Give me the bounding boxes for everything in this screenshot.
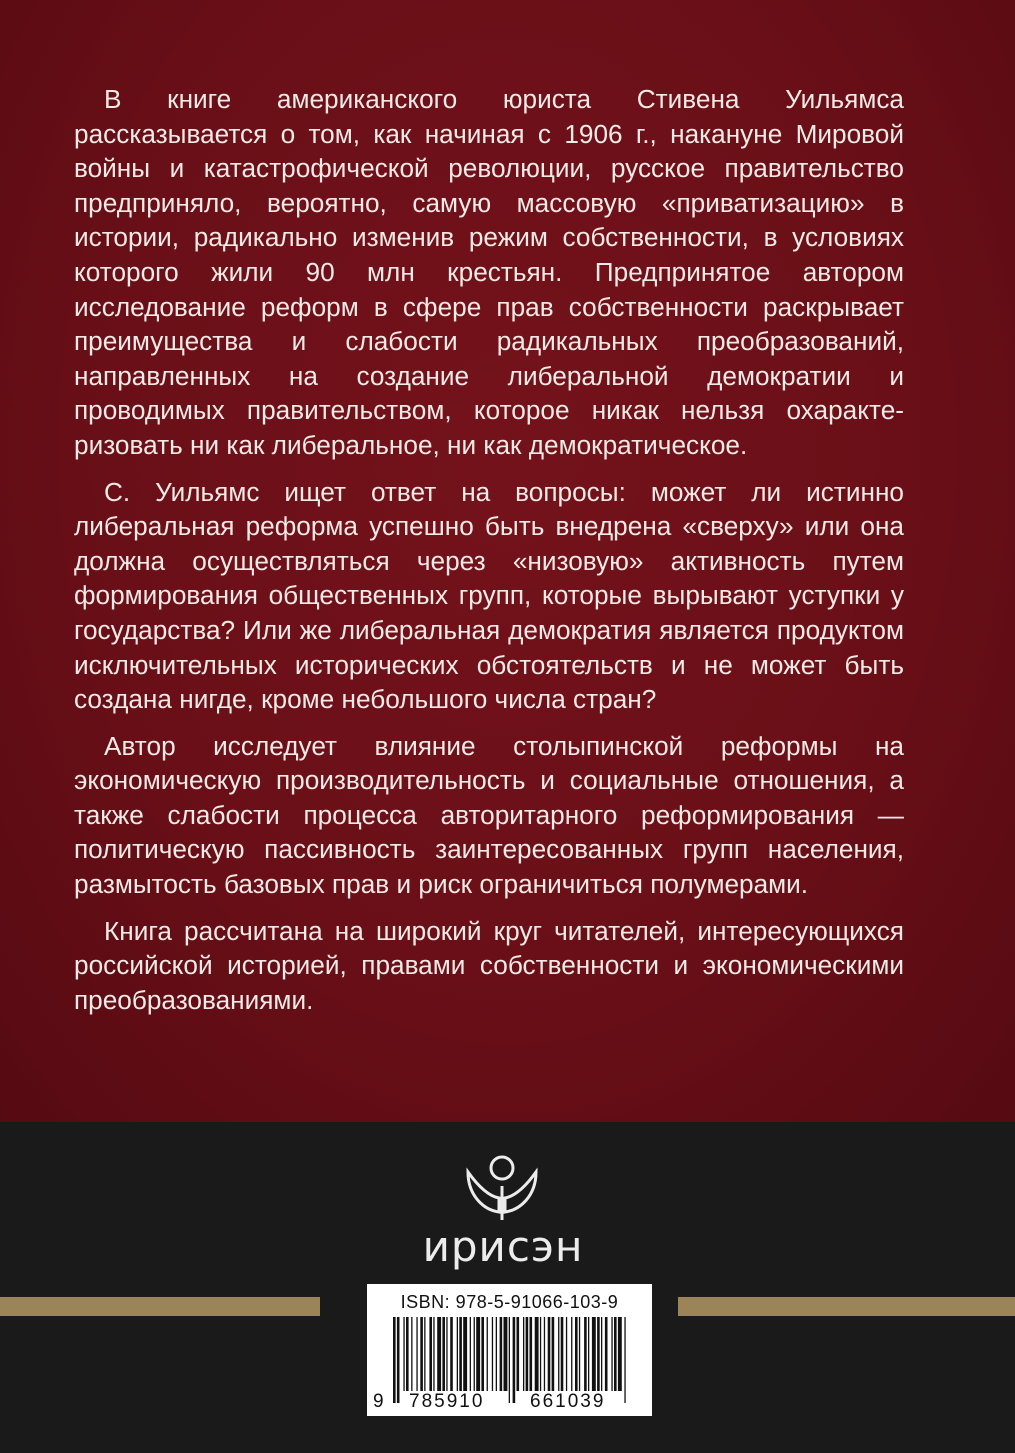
description-text — [74, 82, 904, 1029]
barcode-bar — [492, 1317, 493, 1391]
barcode-bar — [523, 1317, 524, 1391]
barcode-bar — [429, 1317, 432, 1391]
publisher-name: ирисэн — [422, 1222, 584, 1271]
barcode-bar — [474, 1317, 475, 1391]
barcode-bar — [437, 1317, 441, 1391]
isbn-label: ISBN: 978-5-91066-103-9 — [400, 1292, 619, 1312]
barcode-bar — [424, 1317, 425, 1391]
barcode-bar — [566, 1317, 567, 1391]
isbn-barcode-block — [367, 1284, 652, 1416]
barcode-bar — [411, 1317, 412, 1391]
barcode-bar — [614, 1317, 617, 1391]
barcode-bar — [470, 1317, 471, 1391]
barcode-bar — [481, 1317, 484, 1391]
barcode-bar — [397, 1317, 400, 1403]
barcode-bar — [463, 1317, 467, 1391]
barcode-bar — [624, 1317, 625, 1403]
barcode-bar — [476, 1317, 480, 1391]
publisher-emblem-icon — [398, 1148, 608, 1228]
barcode-bar — [433, 1317, 434, 1391]
barcode-bar — [457, 1317, 458, 1391]
barcode-bar — [605, 1317, 608, 1391]
barcode-bar — [540, 1317, 541, 1391]
gold-stripe-left — [0, 1297, 320, 1316]
barcode-bar — [416, 1317, 417, 1391]
barcode-bar — [611, 1317, 612, 1391]
barcode-bar — [442, 1317, 445, 1391]
barcode-bar — [558, 1317, 559, 1391]
barcode-bar — [500, 1317, 503, 1391]
barcode-bar — [450, 1317, 453, 1391]
barcode-bar — [496, 1317, 497, 1391]
barcode-bar — [544, 1317, 545, 1391]
barcode-bar — [561, 1317, 564, 1391]
barcode-bar — [579, 1317, 580, 1391]
barcode-bar — [601, 1317, 602, 1391]
barcode-bar — [548, 1317, 551, 1391]
barcode-bar — [393, 1317, 396, 1403]
barcode-bar — [459, 1317, 462, 1391]
gold-stripe-right — [678, 1297, 1015, 1316]
barcode-bar — [487, 1317, 488, 1391]
paragraph-2: С. Уильямс ищет ответ на вопросы: может ли истинно либеральная реформа успешно быть внедрена «сверху» или она должна осуществляться через «низовую» активность путем формирования общественных групп, которые вырывают уступки у государства? Или же либеральная демократия является продуктом исключительных исторических обстоятельств и не может быть создана нигде, кроме небольшого числа стран? — [74, 476, 904, 715]
barcode-bar — [513, 1317, 516, 1403]
barcode-bar — [504, 1317, 508, 1391]
paragraph-1: В книге американского юриста Стивена Уильямса рассказывается о том, как начиная с 1906 г., накануне Мировой войны и катастрофической революции, русское правительство предприняло, вероятно, самую массовую «приватизацию» в истории, радикально изменив режим собственности, в условиях которого жили 90 млн крестьян. Предпринятое автором исследование реформ в сфере прав собственности раскрывает преимущества и слабости радикальных преобразований, направленных на создание либеральной демократии и проводимых правительством, которое никак нельзя охарактеризовать ни как либеральное, ни как демократическое. — [74, 84, 904, 460]
barcode-digits-left: 785910 — [409, 1391, 485, 1412]
barcode-bar — [530, 1317, 533, 1391]
paragraph-3: Автор исследует влияние столыпинской реформы на экономическую производительность и социальные отношения, а также слабости процесса авторитарного реформирования — политическую пассивность заинтересованных групп населения, размытость базовых прав и риск ограничиться полумерами. — [74, 730, 904, 900]
barcode-bar — [592, 1317, 596, 1391]
barcode-bar — [517, 1317, 520, 1391]
barcode-bar — [403, 1317, 404, 1391]
barcode-digits-right: 661039 — [530, 1391, 606, 1412]
barcode-bar — [588, 1317, 589, 1391]
barcode-bar — [597, 1317, 600, 1391]
barcode-bar — [584, 1317, 587, 1391]
barcode-digit-first: 9 — [373, 1391, 384, 1412]
barcode-bar — [535, 1317, 539, 1391]
barcode-bar — [446, 1317, 447, 1391]
barcode-bar — [552, 1317, 555, 1391]
barcode-bar — [618, 1317, 622, 1391]
barcode-bar — [526, 1317, 529, 1391]
barcode-bar — [509, 1317, 510, 1403]
barcode-bar — [575, 1317, 578, 1391]
publisher-logo — [398, 1148, 608, 1278]
barcode-bar — [571, 1317, 572, 1391]
paragraph-4: Книга рассчитана на широкий круг читателей, интересующихся российской историей, правами собственности и экономическими преобразованиями. — [74, 915, 904, 1015]
barcode-bar — [420, 1317, 423, 1391]
barcode-bar — [406, 1317, 409, 1391]
